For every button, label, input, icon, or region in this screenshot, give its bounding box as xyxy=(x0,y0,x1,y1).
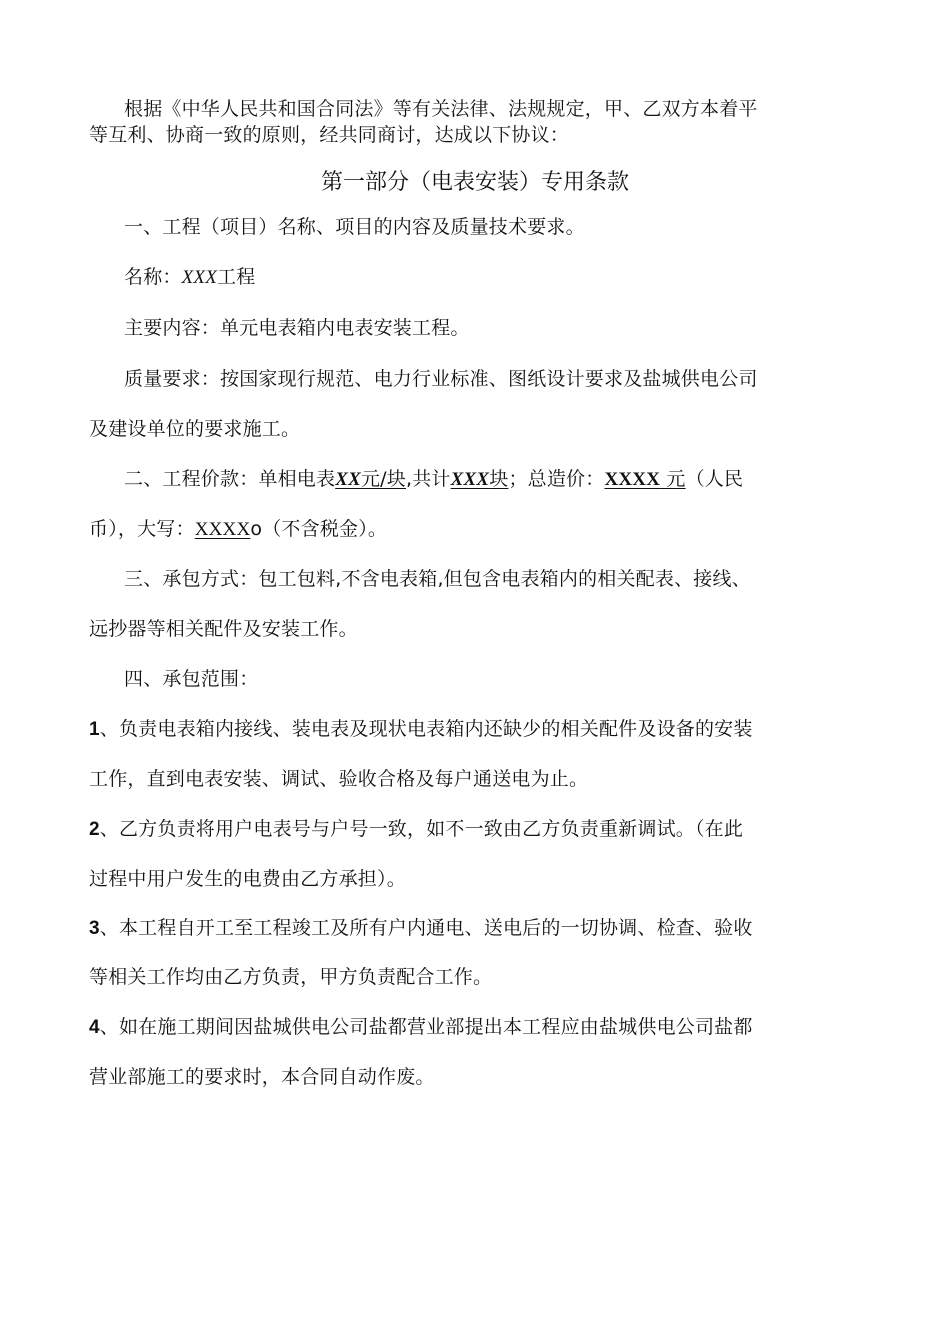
project-name-value: XXX xyxy=(181,267,218,288)
scope-item-number: 4 xyxy=(89,1017,100,1038)
scope-item-2-line-1 xyxy=(89,816,743,843)
total-price-group xyxy=(604,468,685,490)
quantity-value: XXX xyxy=(450,469,490,490)
contract-mode-line-2: 远抄器等相关配件及安装工作。 xyxy=(89,618,358,640)
scope-item-text: 、负责电表箱内接线、装电表及现状电表箱内还缺少的相关配件及设备的安装 xyxy=(99,718,753,740)
total-in-words: XXXX xyxy=(194,519,251,540)
price-line-1 xyxy=(124,466,743,493)
part-title: 第一部分（电表安装）专用条款 xyxy=(320,170,629,195)
quality-line-1: 质量要求：按国家现行规范、电力行业标准、图纸设计要求及盐城供电公司 xyxy=(124,368,758,390)
scope-item-number: 3 xyxy=(89,918,100,939)
total-price-value: XXXX xyxy=(604,469,661,490)
scope-item-text: 、本工程自开工至工程竣工及所有户内通电、送电后的一切协调、检查、验收 xyxy=(99,917,753,939)
scope-heading: 四、承包范围： xyxy=(124,668,259,690)
unit-price-value: XX xyxy=(335,469,361,490)
price-prefix: 二、工程价款：单相电表 xyxy=(124,468,336,490)
intro-line-2: 等互利、协商一致的原则，经共同商讨，达成以下协议： xyxy=(89,124,570,146)
scope-item-text: 、乙方负责将用户电表号与户号一致，如不一致由乙方负责重新调试。（在此 xyxy=(99,818,744,840)
main-content-line: 主要内容：单元电表箱内电表安装工程。 xyxy=(124,317,470,339)
scope-item-4-line-1 xyxy=(89,1014,753,1041)
scope-item-1-line-1 xyxy=(89,716,753,743)
currency-open: （人民 xyxy=(685,468,744,490)
scope-item-text: 、如在施工期间因盐城供电公司盐都营业部提出本工程应由盐城供电公司盐都 xyxy=(99,1016,753,1038)
price-mid: ,共计 xyxy=(405,468,451,490)
section-1-heading: 一、工程（项目）名称、项目的内容及质量技术要求。 xyxy=(124,216,585,238)
scope-item-3-line-2: 等相关工作均由乙方负责，甲方负责配合工作。 xyxy=(89,966,493,988)
scope-item-4-line-2: 营业部施工的要求时，本合同自动作废。 xyxy=(89,1066,435,1088)
total-label: ；总造价： xyxy=(508,468,605,490)
quantity-unit: 块 xyxy=(489,468,509,490)
scope-item-1-line-2: 工作，直到电表安装、调试、验收合格及每户通送电为止。 xyxy=(89,768,589,790)
project-name-suffix: 工程 xyxy=(217,266,256,288)
contract-mode-line-1: 三、承包方式：包工包料,不含电表箱,但包含电表箱内的相关配表、接线、 xyxy=(124,568,751,590)
price-line-2-a: 币），大写： xyxy=(89,518,195,540)
scope-item-number: 2 xyxy=(89,819,100,840)
quantity-group xyxy=(451,468,509,490)
scope-item-number: 1 xyxy=(89,719,100,740)
scope-item-2-line-2: 过程中用户发生的电费由乙方承担）。 xyxy=(89,868,406,890)
quality-line-2: 及建设单位的要求施工。 xyxy=(89,418,301,440)
price-line-2-b: o（不含税金）。 xyxy=(250,518,388,540)
scope-item-3-line-1 xyxy=(89,915,753,942)
price-line-2 xyxy=(89,516,387,543)
unit-price-unit: 元/块 xyxy=(360,468,406,490)
project-name-line xyxy=(124,264,255,291)
project-name-label: 名称： xyxy=(124,266,182,288)
intro-line-1: 根据《中华人民共和国合同法》等有关法律、法规规定，甲、乙双方本着平 xyxy=(124,98,758,120)
total-price-unit: 元 xyxy=(666,468,686,490)
unit-price-group xyxy=(335,468,406,490)
